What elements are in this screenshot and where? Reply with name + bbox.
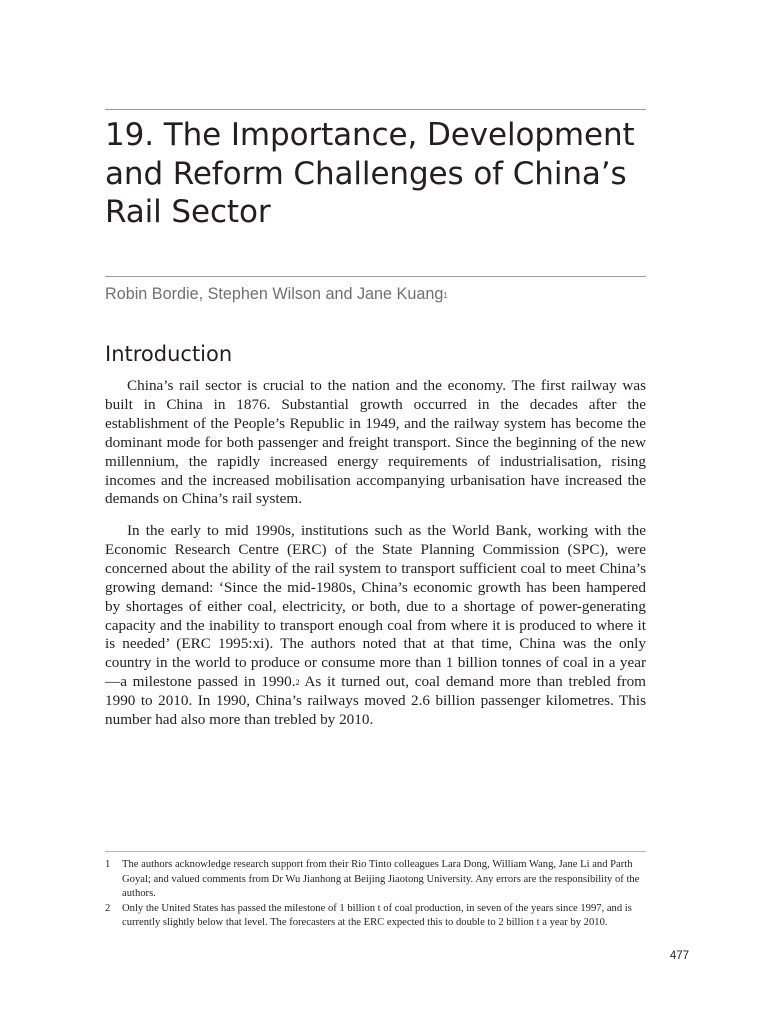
body-paragraph-1: China’s rail sector is crucial to the nation and the economy. The first railway was built in China in 1876. Substantial growth occurred in the decades after the establishment of the People’s Republic in 1949, and the railway system has become the dominant mode for both passenger and freight transport. Since the beginning of the new millennium, the rapidly increased energy requirements of industrialisation, rising incomes and the increased mobilisation accompanying urbanisation have increased the demands on China’s rail system.	[105, 377, 646, 508]
chapter-authors	[105, 284, 448, 304]
footnote-text: Only the United States has passed the milestone of 1 billion t of coal production, in seven of the years since 1997, and is currently slightly below that level. The forecasters at the ERC expected this to double to 2 billion t a year by 2010.	[122, 902, 632, 928]
footnote-separator	[105, 851, 646, 852]
page-number: 477	[669, 950, 689, 962]
authors-footnote-ref[interactable]: 1	[443, 291, 448, 300]
title-bottom-rule	[105, 276, 646, 277]
footnote-1	[105, 858, 646, 902]
footnote-text: The authors acknowledge research support from their Rio Tinto colleagues Lara Dong, William Wang, Jane Li and Parth Goyal; and valued comments from Dr Wu Jianhong at Beijing Jiaotong University. Any errors are the responsibility of the authors.	[122, 859, 640, 899]
paragraph-2-footnote-ref[interactable]: 2	[295, 678, 300, 688]
footnote-number: 2	[105, 902, 111, 914]
footnote-number: 1	[105, 859, 111, 870]
footnotes	[105, 858, 646, 931]
body-paragraph-2	[105, 522, 646, 730]
footnote-2	[105, 902, 646, 931]
title-top-rule	[105, 109, 646, 110]
paragraph-2-text-b: As it turned out, coal demand more than trebled from 1990 to 2010. In 1990, China’s railways moved 2.6 billion passenger kilometres. This number had also more than trebled by 2010.	[105, 673, 646, 729]
chapter-title: 19. The Importance, Development and Reform Challenges of China’s Rail Sector	[105, 117, 635, 230]
section-heading-introduction: Introduction	[105, 342, 233, 366]
authors-names: Robin Bordie, Stephen Wilson and Jane Kuang	[105, 285, 444, 303]
paragraph-2-text-a: In the early to mid 1990s, institutions such as the World Bank, working with the Economic Research Centre (ERC) of the State Planning Commission (SPC), were concerned about the ability of the rail system to transport sufficient coal to meet China’s growing demand: ‘Since the mid-1980s, China’s economic growth has been hampered by shortages of either coal, electricity, or both, due to a shortage of power-generating capacity and the inability to transport enough coal from where it is produced to where it is needed’ (ERC 1995:xi). The authors noted that at that time, China was the only country in the world to produce or consume more than 1 billion tonnes of coal in a year—a milestone passed in 1990.	[105, 522, 646, 691]
